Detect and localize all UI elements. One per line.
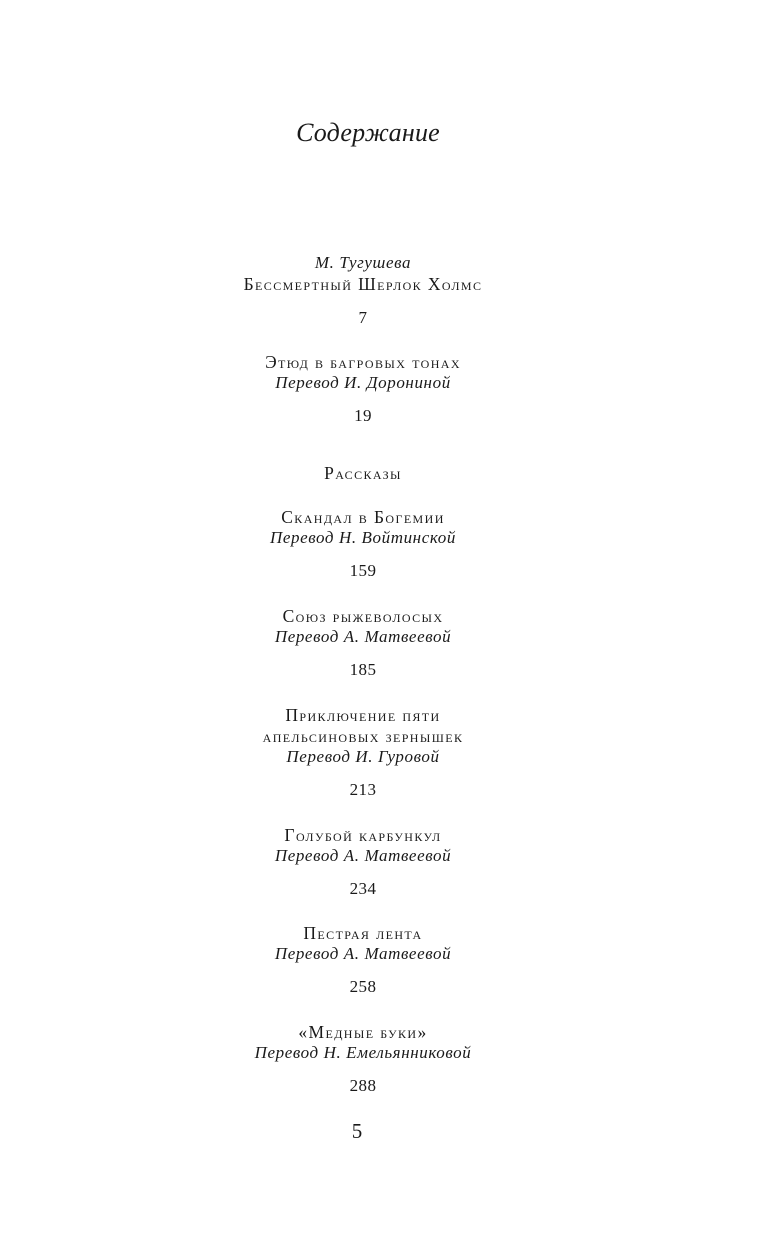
toc-translator: Перевод А. Матвеевой: [274, 627, 452, 646]
toc-page-number: 258: [349, 977, 377, 996]
toc-page-number: 288: [349, 1076, 377, 1095]
folio-page-number: 5: [351, 1119, 363, 1143]
toc-title: Пестрая лента: [303, 923, 423, 943]
toc-translator: Перевод И. Дорониной: [275, 373, 451, 392]
toc-section-heading: Рассказы: [324, 463, 402, 483]
toc-title: «Медные буки»: [298, 1022, 428, 1042]
toc-translator: Перевод Н. Войтинской: [270, 528, 456, 547]
toc-page-number: 185: [349, 660, 377, 679]
toc-translator: Перевод А. Матвеевой: [274, 944, 452, 963]
toc-title: Приключение пяти: [285, 705, 441, 725]
toc-title: Скандал в Богемии: [281, 507, 445, 527]
toc-page-number: 19: [354, 406, 372, 425]
toc-translator: Перевод И. Гуровой: [286, 747, 440, 766]
toc-page-number: 213: [349, 780, 377, 799]
toc-title: Бессмертный Шерлок Холмс: [243, 274, 483, 294]
toc-page-number: 7: [358, 308, 368, 327]
toc-title: Союз рыжеволосых: [282, 606, 444, 626]
toc-page-number: 159: [349, 561, 377, 580]
toc-translator: Перевод Н. Емельянниковой: [254, 1043, 472, 1062]
toc-author: М. Тугушева: [314, 253, 412, 272]
toc-translator: Перевод А. Матвеевой: [274, 846, 452, 865]
page-title: Содержание: [296, 118, 440, 147]
toc-title-continued: апельсиновых зернышек: [262, 726, 464, 746]
toc-title: Голубой карбункул: [284, 825, 442, 845]
toc-page-number: 234: [349, 879, 377, 898]
toc-title: Этюд в багровых тонах: [265, 352, 461, 372]
